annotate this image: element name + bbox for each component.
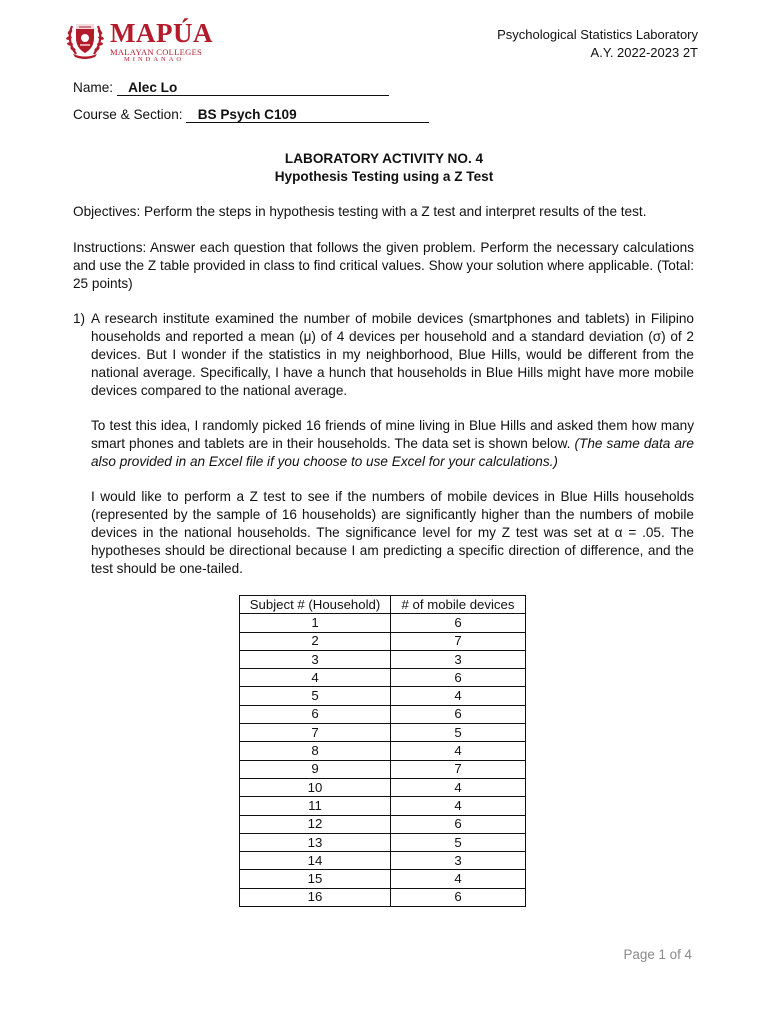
academic-year: A.Y. 2022-2023 2T (590, 45, 698, 60)
name-label: Name: (73, 80, 114, 95)
devices-cell: 5 (391, 724, 526, 742)
table-row (240, 705, 526, 723)
subject-cell: 12 (240, 815, 391, 833)
section-label: Course & Section: (73, 107, 183, 122)
devices-cell: 7 (391, 760, 526, 778)
table-row (240, 650, 526, 668)
devices-cell: 6 (391, 669, 526, 687)
logo-subtitle: MALAYAN COLLEGES (110, 47, 203, 57)
logo-name: MAPÚA (110, 18, 213, 48)
problem-paragraph-2 (91, 417, 694, 471)
subject-cell: 6 (240, 705, 391, 723)
paragraph-2-text: To test this idea, I randomly picked 16 friends of mine living in Blue Hills and asked them how many smart phones and tablets are in their households. The data set is shown below. (91, 418, 694, 451)
problem-paragraph-3: I would like to perform a Z test to see if the numbers of mobile devices in Blue Hills households (represented by the sample of 16 households) are significantly higher than the numbers of mobile devices in the national households. The significance level for my Z test was set at α = .05. The hypotheses should be directional because I am predicting a specific direction of difference, and the test should be one-tailed. (91, 489, 694, 576)
school-logo (64, 18, 213, 63)
subject-cell: 15 (240, 870, 391, 888)
course-title: Psychological Statistics Laboratory (497, 27, 698, 42)
table-row (240, 669, 526, 687)
devices-cell: 4 (391, 742, 526, 760)
name-field[interactable] (117, 80, 389, 96)
table-row (240, 778, 526, 796)
section-field[interactable] (186, 107, 429, 123)
subject-cell: 1 (240, 614, 391, 632)
subject-cell: 16 (240, 888, 391, 906)
table-row (240, 632, 526, 650)
subject-cell: 8 (240, 742, 391, 760)
devices-cell: 6 (391, 614, 526, 632)
subject-cell: 3 (240, 650, 391, 668)
page-number: Page 1 of 4 (623, 947, 692, 962)
logo-campus: MINDANAO (124, 56, 185, 63)
crest-icon (64, 18, 106, 60)
subject-cell: 14 (240, 852, 391, 870)
column-header-subject: Subject # (Household) (240, 596, 391, 614)
paragraph-2-note: (The same data are also provided in an Excel file if you choose to use Excel for your calculations.) (91, 436, 694, 469)
subject-cell: 13 (240, 833, 391, 851)
table-header-row (240, 596, 526, 614)
table-row (240, 614, 526, 632)
devices-cell: 4 (391, 870, 526, 888)
table-row (240, 742, 526, 760)
table-row (240, 760, 526, 778)
subject-cell: 2 (240, 632, 391, 650)
table-row (240, 687, 526, 705)
instructions: Instructions: Answer each question that follows the given problem. Perform the necessary calculations and use the Z table provided in class to find critical values. Show your solution where applicable. (Total: 25 points) (73, 240, 694, 291)
devices-cell: 3 (391, 852, 526, 870)
subject-cell: 9 (240, 760, 391, 778)
header-info (497, 26, 698, 62)
devices-cell: 7 (391, 632, 526, 650)
name-field-row (73, 79, 389, 97)
table-row (240, 815, 526, 833)
problem-number: 1) (73, 311, 86, 326)
subject-cell: 11 (240, 797, 391, 815)
subject-cell: 5 (240, 687, 391, 705)
data-table (239, 595, 526, 907)
table-row (240, 852, 526, 870)
table-row (240, 797, 526, 815)
name-value: Alec Lo (128, 80, 178, 95)
devices-cell: 4 (391, 797, 526, 815)
table-body (240, 614, 526, 907)
subject-cell: 4 (240, 669, 391, 687)
table-row (240, 870, 526, 888)
table-row (240, 833, 526, 851)
column-header-devices: # of mobile devices (391, 596, 526, 614)
subject-cell: 7 (240, 724, 391, 742)
devices-cell: 6 (391, 888, 526, 906)
devices-cell: 3 (391, 650, 526, 668)
devices-cell: 4 (391, 778, 526, 796)
activity-title: LABORATORY ACTIVITY NO. 4 (284, 151, 484, 166)
devices-cell: 6 (391, 705, 526, 723)
table-row (240, 724, 526, 742)
devices-cell: 4 (391, 687, 526, 705)
subject-cell: 10 (240, 778, 391, 796)
devices-cell: 6 (391, 815, 526, 833)
activity-subtitle: Hypothesis Testing using a Z Test (274, 169, 494, 184)
problem-paragraph-1: A research institute examined the number of mobile devices (smartphones and tablets) in Filipino households and reported a mean (μ) of 4 devices per household and a standard deviation (σ) of 2 devices. But I wonder if the statistics in my neighborhood, Blue Hills, would be different from the national average. Specifically, I have a hunch that households in Blue Hills might have more mobile devices compared to the national average. (91, 311, 694, 398)
objectives: Objectives: Perform the steps in hypothesis testing with a Z test and interpret results of the test. (73, 204, 647, 219)
section-field-row (73, 106, 429, 124)
section-value: BS Psych C109 (197, 107, 297, 122)
devices-cell: 5 (391, 833, 526, 851)
table-row (240, 888, 526, 906)
